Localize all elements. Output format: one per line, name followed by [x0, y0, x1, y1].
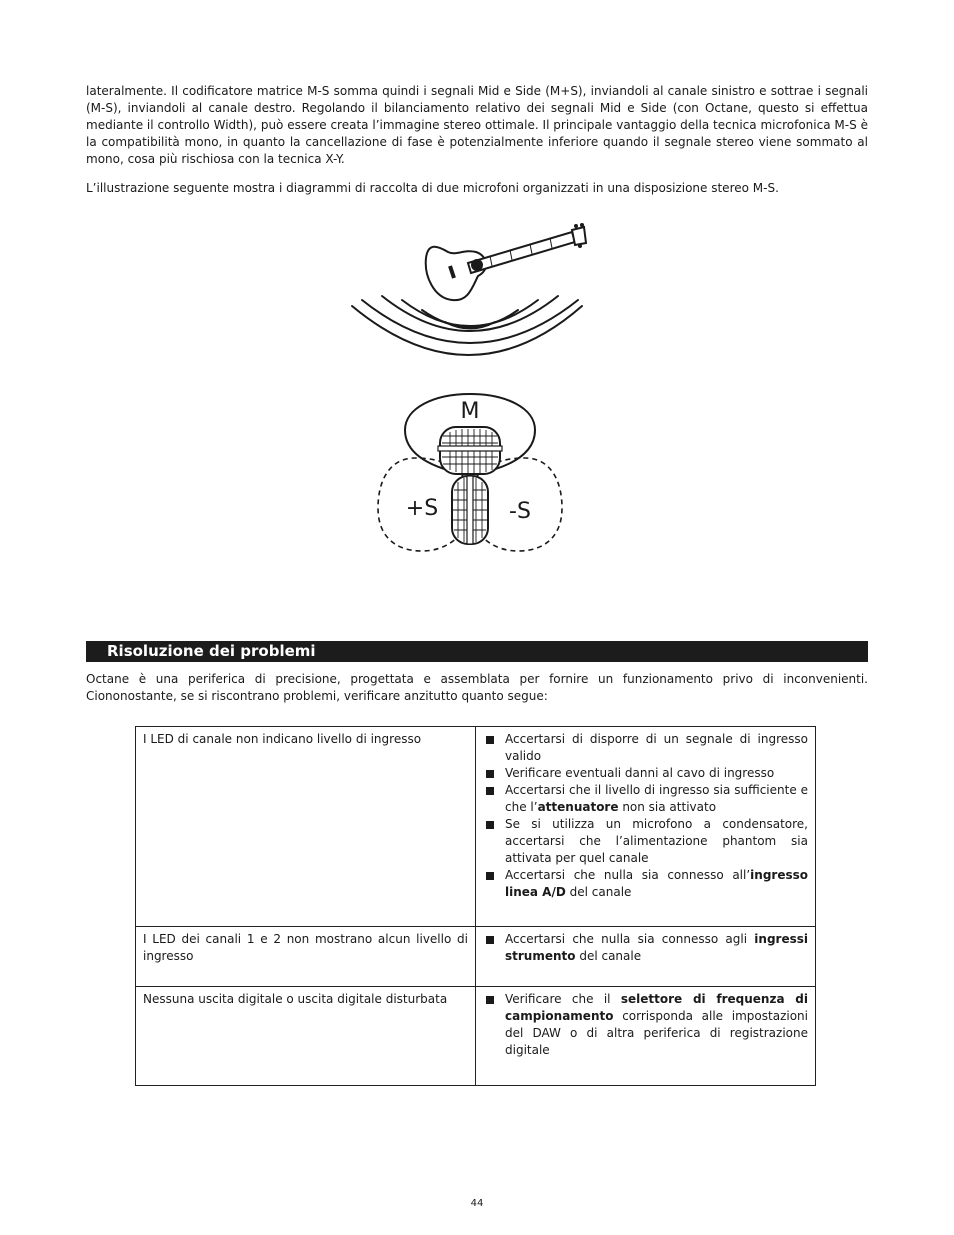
fixes-cell: [476, 727, 816, 927]
guitar-icon: [426, 223, 586, 300]
fix-text: del canale: [575, 949, 642, 963]
fix-item: [485, 765, 808, 782]
fix-item: [485, 782, 808, 816]
fix-text: del canale: [565, 885, 632, 899]
fix-list: [485, 731, 808, 901]
sound-waves: [352, 296, 582, 355]
label-side-plus: +S: [405, 496, 439, 521]
fixes-cell: [476, 927, 816, 987]
intro-paragraph-2: L’illustrazione seguente mostra i diagrammi di raccolta di due microfoni organizzati in una disposizione stereo M-S.: [86, 181, 779, 195]
fixes-cell: [476, 987, 816, 1086]
square-bullet-icon: [486, 821, 494, 829]
troubleshooting-table: [135, 726, 816, 1086]
table-row: [136, 927, 816, 987]
table-row: [136, 987, 816, 1086]
fix-text-bold: ingressi strumento: [505, 932, 808, 963]
square-bullet-icon: [486, 872, 494, 880]
page-number: 44: [470, 1198, 484, 1209]
fix-text: Accertarsi che il livello di ingresso sia sufficiente e che l’: [505, 783, 808, 814]
problem-cell: I LED di canale non indicano livello di ingresso: [136, 727, 476, 927]
fix-text-bold: selettore di frequenza di campionamento: [505, 992, 809, 1023]
fix-item: [485, 867, 808, 901]
section-title: Risoluzione dei problemi: [107, 642, 316, 660]
fix-item: [485, 816, 808, 867]
fix-text: Se si utilizza un microfono a condensatore, accertarsi che l’alimentazione phantom sia attivata per quel canale: [505, 817, 808, 865]
label-mid: M: [460, 399, 480, 424]
fix-text: Accertarsi che nulla sia connesso agli: [505, 932, 755, 946]
fix-text: non sia attivato: [618, 800, 717, 814]
square-bullet-icon: [486, 936, 494, 944]
fix-text: Accertarsi di disporre di un segnale di ingresso valido: [505, 732, 808, 763]
fix-list: [485, 991, 808, 1059]
fix-text-bold: ingresso linea A/D: [505, 868, 808, 899]
section-intro: Octane è una periferica di precisione, progettata e assemblata per fornire un funzionamento privo di inconvenienti. Ciononostante, se si riscontrano problemi, verificare anzitutto quanto segue:: [86, 672, 868, 703]
ms-stereo-diagram: [340, 218, 590, 558]
fix-item: [485, 991, 808, 1059]
fix-text-bold: attenuatore: [537, 800, 619, 814]
table-row: [136, 727, 816, 927]
section-header: [86, 641, 868, 662]
fix-text: Verificare che il: [505, 992, 621, 1006]
square-bullet-icon: [486, 787, 494, 795]
fix-list: [485, 931, 808, 965]
fix-text: corrisponda alle impostazioni del DAW o di altra periferica di registrazione digitale: [505, 1009, 808, 1057]
fix-text: Verificare eventuali danni al cavo di ingresso: [505, 766, 775, 780]
intro-paragraph-1: lateralmente. Il codificatore matrice M-S somma quindi i segnali Mid e Side (M+S), inviandoli al canale sinistro e sottrae i segnali (M-S), inviandoli al canale destro. Regolando il bilanciamento relativo dei segnali Mid e Side (con Octane, questo si effettua mediante il controllo Width), può essere creata l’immagine stereo ottimale. Il principale vantaggio della tecnica microfonica M-S è la compatibilità mono, in quanto la cancellazione di fase è potenzialmente inferiore quando il segnale stereo viene sommato al mono, cosa più rischiosa con la tecnica X-Y.: [86, 84, 868, 166]
problem-cell: I LED dei canali 1 e 2 non mostrano alcun livello di ingresso: [136, 927, 476, 987]
label-side-minus: -S: [509, 499, 531, 524]
fix-item: [485, 731, 808, 765]
square-bullet-icon: [486, 770, 494, 778]
microphone-icon: [438, 427, 502, 544]
square-bullet-icon: [486, 996, 494, 1004]
square-bullet-icon: [486, 736, 494, 744]
fix-item: [485, 931, 808, 965]
fix-text: Accertarsi che nulla sia connesso all’: [505, 868, 751, 882]
problem-cell: Nessuna uscita digitale o uscita digitale disturbata: [136, 987, 476, 1086]
